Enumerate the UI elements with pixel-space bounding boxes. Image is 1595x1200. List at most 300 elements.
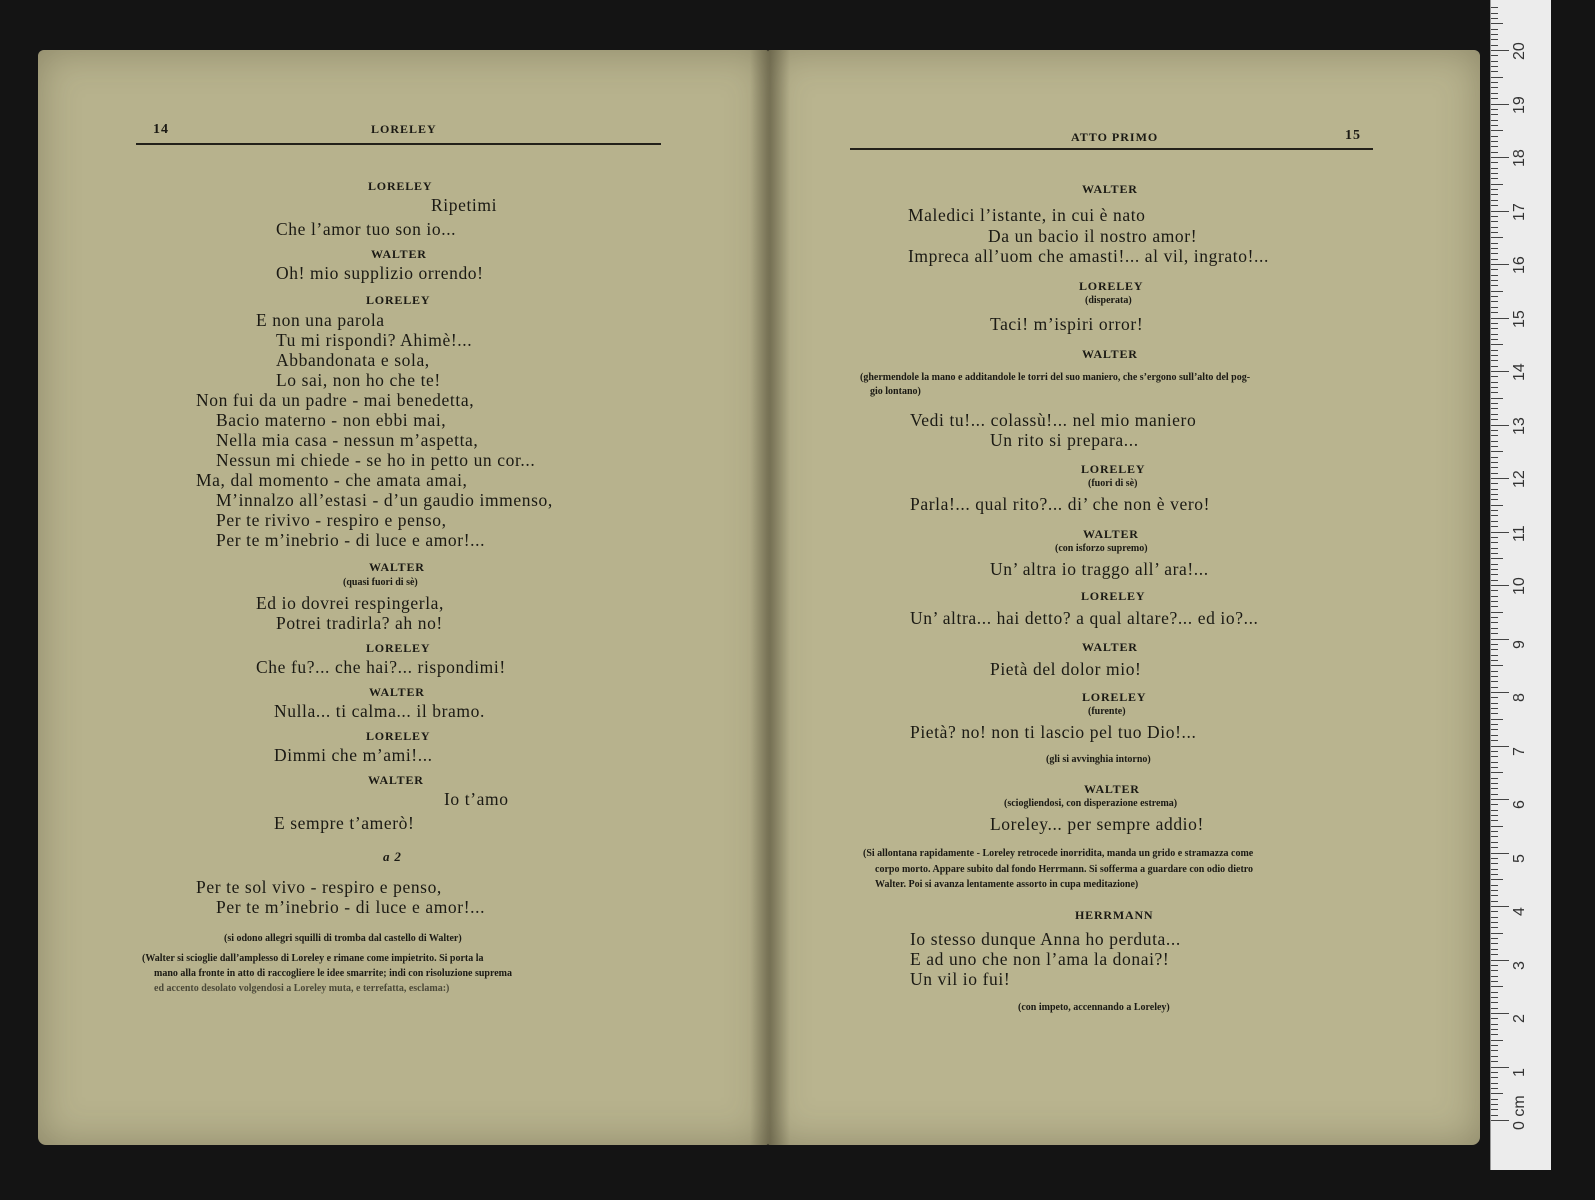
- ruler-tick: [1491, 414, 1498, 415]
- verse-line: E non una parola: [256, 310, 385, 330]
- verse-line: Abbandonata e sola,: [276, 350, 430, 370]
- ruler-tick: [1491, 61, 1498, 62]
- ruler-tick: [1491, 301, 1498, 302]
- ruler-tick: [1491, 986, 1503, 987]
- ruler-tick: [1491, 259, 1498, 260]
- ruler-tick: [1491, 253, 1498, 254]
- stage-direction: Walter. Poi si avanza lentamente assorto in cupa meditazione): [875, 879, 1139, 890]
- verse-line: Per te sol vivo - respiro e penso,: [196, 877, 442, 897]
- speaker: WALTER: [1082, 347, 1138, 361]
- ruler-tick: [1491, 307, 1498, 308]
- verse-line: Potrei tradirla? ah no!: [276, 613, 443, 633]
- ruler-tick: [1491, 285, 1498, 286]
- ruler-tick: [1491, 1093, 1503, 1094]
- ruler-tick: [1491, 943, 1498, 944]
- ruler-tick: [1491, 901, 1498, 902]
- ruler-tick: [1491, 168, 1498, 169]
- ruler-tick: [1491, 532, 1509, 533]
- ruler-tick: [1491, 724, 1498, 725]
- ruler-tick: [1491, 184, 1503, 185]
- ruler-tick: [1491, 997, 1498, 998]
- stage-direction: (Si allontana rapidamente - Loreley retrocede inorridita, manda un grido e stramazza come: [863, 848, 1254, 859]
- ruler-tick: [1491, 34, 1498, 35]
- ruler-label: 0 cm: [1511, 1095, 1528, 1130]
- speaker: WALTER: [368, 773, 424, 787]
- ruler-tick: [1491, 863, 1498, 864]
- verse-line: M’innalzo all’estasi - d’un gaudio immenso,: [216, 490, 553, 510]
- ruler-tick: [1491, 708, 1498, 709]
- measurement-ruler: [1490, 0, 1551, 1170]
- ruler-tick: [1491, 125, 1498, 126]
- ruler-tick: [1491, 735, 1498, 736]
- ruler-tick: [1491, 788, 1498, 789]
- ruler-tick: [1491, 430, 1498, 431]
- ruler-tick: [1491, 1099, 1498, 1100]
- ruler-tick: [1491, 751, 1498, 752]
- ruler-tick: [1491, 360, 1498, 361]
- ruler-tick: [1491, 323, 1498, 324]
- ruler-tick: [1491, 232, 1498, 233]
- ruler-label: 4: [1511, 907, 1528, 916]
- ruler-tick: [1491, 762, 1498, 763]
- ruler-tick: [1491, 39, 1498, 40]
- ruler-tick: [1491, 601, 1498, 602]
- verse-line: Oh! mio supplizio orrendo!: [276, 263, 484, 283]
- speaker: HERRMANN: [1075, 908, 1154, 922]
- ruler-tick: [1491, 965, 1498, 966]
- ruler-tick: [1491, 264, 1509, 265]
- ruler-tick: [1491, 1067, 1509, 1068]
- ruler-tick: [1491, 141, 1498, 142]
- ruler-tick: [1491, 1083, 1498, 1084]
- verse-line: Taci! m’ispiri orror!: [990, 314, 1144, 334]
- ruler-tick: [1491, 398, 1503, 399]
- ruler-tick: [1491, 227, 1498, 228]
- stage-direction: mano alla fronte in atto di raccogliere le idee smarrite; indi con risoluzione suprema: [154, 968, 513, 979]
- stage-direction: (con isforzo supremo): [1055, 543, 1148, 554]
- ruler-tick: [1491, 836, 1498, 837]
- ruler-tick: [1491, 478, 1509, 479]
- verse-line: Pietà? no! non ti lascio pel tuo Dio!...: [910, 722, 1197, 742]
- ruler-tick: [1491, 55, 1498, 56]
- ruler-tick: [1491, 136, 1498, 137]
- ruler-label: 7: [1511, 746, 1528, 756]
- ruler-tick: [1491, 403, 1498, 404]
- ruler-tick: [1491, 521, 1498, 522]
- ruler-tick: [1491, 162, 1498, 163]
- ruler-tick: [1491, 1061, 1498, 1062]
- stage-direction: (si odono allegri squilli di tromba dal castello di Walter): [224, 933, 462, 944]
- ruler-tick: [1491, 617, 1498, 618]
- ruler-tick: [1491, 505, 1503, 506]
- ruler-tick: [1491, 1018, 1498, 1019]
- stage-direction: corpo morto. Appare subito dal fondo Herrmann. Si sofferma a guardare con odio dietro: [875, 864, 1254, 875]
- ruler-tick: [1491, 890, 1498, 891]
- ruler-tick: [1491, 676, 1498, 677]
- ruler-label: 6: [1511, 800, 1528, 809]
- ruler-tick: [1491, 296, 1498, 297]
- ruler-tick: [1491, 173, 1498, 174]
- stage-direction: (Walter si scioglie dall’amplesso di Loreley e rimane come impietrito. Si porta la: [142, 953, 484, 964]
- ruler-tick: [1491, 1109, 1498, 1110]
- page-number: 15: [1345, 128, 1361, 143]
- ruler-label: 13: [1511, 416, 1528, 435]
- ruler-tick: [1491, 382, 1498, 383]
- ruler-tick: [1491, 98, 1498, 99]
- verse-line: Per te m’inebrio - di luce e amor!...: [216, 897, 486, 917]
- ruler-tick: [1491, 130, 1503, 131]
- verse-line: Nulla... ti calma... il bramo.: [274, 701, 485, 721]
- ruler-tick: [1491, 783, 1498, 784]
- ruler-tick: [1491, 660, 1498, 661]
- ruler-tick: [1491, 960, 1509, 961]
- ruler-tick: [1491, 558, 1503, 559]
- ruler-tick: [1491, 237, 1503, 238]
- running-head: LORELEY: [371, 122, 437, 136]
- ruler-tick: [1491, 574, 1498, 575]
- ruler-tick: [1491, 1029, 1498, 1030]
- left-page: [38, 50, 768, 1145]
- verse-line: Ed io dovrei respingerla,: [256, 593, 445, 613]
- ruler-tick: [1491, 687, 1498, 688]
- ruler-tick: [1491, 1045, 1498, 1046]
- verse-line: Maledici l’istante, in cui è nato: [908, 205, 1146, 225]
- ruler-tick: [1491, 473, 1498, 474]
- ruler-tick: [1491, 847, 1498, 848]
- ruler-tick: [1491, 18, 1498, 19]
- ruler-tick: [1491, 104, 1509, 105]
- ruler-tick: [1491, 1013, 1509, 1014]
- ruler-tick: [1491, 446, 1498, 447]
- ruler-tick: [1491, 596, 1498, 597]
- ruler-tick: [1491, 392, 1498, 393]
- stage-direction: (disperata): [1085, 295, 1132, 306]
- ruler-tick: [1491, 548, 1498, 549]
- speaker: LORELEY: [366, 729, 431, 743]
- ruler-tick: [1491, 820, 1498, 821]
- ruler-tick: [1491, 328, 1498, 329]
- ruler-label: 19: [1511, 95, 1528, 114]
- verse-line: Per te rivivo - respiro e penso,: [216, 510, 447, 530]
- ruler-tick: [1491, 826, 1503, 827]
- verse-line: Che fu?... che hai?... rispondimi!: [256, 657, 506, 677]
- ruler-tick: [1491, 655, 1498, 656]
- ruler-tick: [1491, 419, 1498, 420]
- ruler-tick: [1491, 66, 1498, 67]
- ruler-tick: [1491, 1077, 1498, 1078]
- ruler-tick: [1491, 499, 1498, 500]
- ruler-tick: [1491, 954, 1498, 955]
- ruler-tick: [1491, 200, 1498, 201]
- ruler-tick: [1491, 50, 1509, 51]
- ruler-tick: [1491, 553, 1498, 554]
- ruler-tick: [1491, 804, 1498, 805]
- ruler-tick: [1491, 938, 1498, 939]
- ruler-label: 5: [1511, 853, 1528, 863]
- stage-direction: gio lontano): [870, 386, 921, 397]
- verse-line: Nella mia casa - nessun m’aspetta,: [216, 430, 479, 450]
- ruler-tick: [1491, 756, 1498, 757]
- verse-line: Un vil io fui!: [910, 969, 1011, 989]
- header-rule: [136, 143, 661, 145]
- ruler-label: 14: [1511, 363, 1528, 381]
- ruler-tick: [1491, 350, 1498, 351]
- ruler-tick: [1491, 489, 1498, 490]
- book-gutter: [750, 50, 790, 1145]
- ruler-label: 15: [1511, 309, 1528, 328]
- speaker: LORELEY: [366, 293, 431, 307]
- header-rule: [850, 148, 1373, 150]
- verse-line: Loreley... per sempre addio!: [990, 814, 1204, 834]
- speaker: LORELEY: [1079, 279, 1144, 293]
- ruler-tick: [1491, 371, 1509, 372]
- ruler-tick: [1491, 366, 1498, 367]
- ruler-tick: [1491, 772, 1503, 773]
- ruler-tick: [1491, 318, 1509, 319]
- ruler-tick: [1491, 408, 1498, 409]
- ruler-tick: [1491, 457, 1498, 458]
- ruler-tick: [1491, 211, 1509, 212]
- ruler-tick: [1491, 526, 1498, 527]
- ruler-tick: [1491, 831, 1498, 832]
- ruler-tick: [1491, 917, 1498, 918]
- ruler-tick: [1491, 681, 1498, 682]
- ruler-label: 18: [1511, 149, 1528, 167]
- ruler-label: 16: [1511, 256, 1528, 274]
- verse-line: Io t’amo: [444, 789, 509, 809]
- ruler-tick: [1491, 248, 1498, 249]
- ruler-tick: [1491, 87, 1498, 88]
- ruler-tick: [1491, 697, 1498, 698]
- ruler-label: 10: [1511, 577, 1528, 595]
- ruler-tick: [1491, 152, 1498, 153]
- ruler-tick: [1491, 895, 1498, 896]
- ruler-tick: [1491, 114, 1498, 115]
- verse-line: E ad uno che non l’ama la donai?!: [910, 949, 1170, 969]
- speaker: WALTER: [369, 560, 425, 574]
- verse-line: Lo sai, non ho che te!: [276, 370, 441, 390]
- ruler-tick: [1491, 622, 1498, 623]
- ruler-tick: [1491, 510, 1498, 511]
- ruler-tick: [1491, 585, 1509, 586]
- ruler-tick: [1491, 467, 1498, 468]
- ruler-tick: [1491, 639, 1509, 640]
- ruler-tick: [1491, 778, 1498, 779]
- ruler-tick: [1491, 1072, 1498, 1073]
- ruler-tick: [1491, 569, 1498, 570]
- ruler-tick: [1491, 376, 1498, 377]
- ruler-tick: [1491, 981, 1498, 982]
- ruler-tick: [1491, 665, 1503, 666]
- ruler-tick: [1491, 45, 1498, 46]
- ruler-tick: [1491, 1104, 1498, 1105]
- ruler-label: 2: [1511, 1014, 1528, 1023]
- ruler-tick: [1491, 692, 1509, 693]
- ruler-tick: [1491, 93, 1498, 94]
- speaker: LORELEY: [366, 641, 431, 655]
- verse-line: Dimmi che m’ami!...: [274, 745, 433, 765]
- stage-direction: (quasi fuori di sè): [343, 577, 418, 588]
- ruler-tick: [1491, 564, 1498, 565]
- verse-line: Parla!... qual rito?... di’ che non è vero!: [910, 494, 1211, 514]
- ruler-tick: [1491, 425, 1509, 426]
- ruler-tick: [1491, 649, 1498, 650]
- verse-line: Ripetimi: [431, 195, 498, 215]
- speaker: LORELEY: [1081, 462, 1146, 476]
- verse-line: Un’ altra... hai detto? a qual altare?... ed io?...: [910, 608, 1259, 628]
- ruler-tick: [1491, 885, 1498, 886]
- ruler-tick: [1491, 275, 1498, 276]
- ruler-tick: [1491, 537, 1498, 538]
- ruler-tick: [1491, 269, 1498, 270]
- ruler-tick: [1491, 633, 1498, 634]
- verse-line: Pietà del dolor mio!: [990, 659, 1142, 679]
- ruler-tick: [1491, 853, 1509, 854]
- ruler-tick: [1491, 1088, 1498, 1089]
- ruler-tick: [1491, 713, 1498, 714]
- ruler-label: 9: [1511, 639, 1528, 649]
- speaker: WALTER: [1082, 182, 1138, 196]
- ruler-tick: [1491, 949, 1498, 950]
- ruler-label: 8: [1511, 693, 1528, 702]
- ruler-tick: [1491, 719, 1503, 720]
- stage-direction: (furente): [1088, 706, 1126, 717]
- ruler-tick: [1491, 874, 1498, 875]
- ruler-tick: [1491, 746, 1509, 747]
- ruler-tick: [1491, 189, 1498, 190]
- ruler-tick: [1491, 280, 1498, 281]
- ruler-tick: [1491, 767, 1498, 768]
- speaker: WALTER: [369, 685, 425, 699]
- ruler-tick: [1491, 794, 1498, 795]
- stage-direction: (ghermendole la mano e additandole le torri del suo maniero, che s’ergono sull’alto del pog-: [860, 372, 1251, 383]
- ruler-tick: [1491, 344, 1503, 345]
- ruler-label: 3: [1511, 960, 1528, 970]
- ruler-tick: [1491, 606, 1498, 607]
- ruler-tick: [1491, 243, 1498, 244]
- verse-line: Che l’amor tuo son io...: [276, 219, 457, 239]
- ruler-tick: [1491, 355, 1498, 356]
- verse-line: Un’ altra io traggo all’ ara!...: [990, 559, 1209, 579]
- ruler-tick: [1491, 1008, 1498, 1009]
- speaker: LORELEY: [368, 179, 433, 193]
- ruler-tick: [1491, 178, 1498, 179]
- ruler-tick: [1491, 628, 1498, 629]
- speaker: WALTER: [371, 247, 427, 261]
- ruler-tick: [1491, 494, 1498, 495]
- ruler-tick: [1491, 879, 1503, 880]
- ruler-tick: [1491, 927, 1498, 928]
- verse-line: Tu mi rispondi? Ahimè!...: [276, 330, 473, 350]
- ruler-tick: [1491, 435, 1498, 436]
- speaker: WALTER: [1084, 782, 1140, 796]
- ruler-tick: [1491, 1024, 1498, 1025]
- ruler-tick: [1491, 933, 1503, 934]
- ruler-tick: [1491, 922, 1498, 923]
- ruler-tick: [1491, 216, 1498, 217]
- ruler-tick: [1491, 1115, 1498, 1116]
- ruler-tick: [1491, 590, 1498, 591]
- ruler-tick: [1491, 970, 1498, 971]
- verse-line: Per te m’inebrio - di luce e amor!...: [216, 530, 486, 550]
- verse-line: Impreca all’uom che amasti!... al vil, ingrato!...: [908, 246, 1269, 266]
- ruler-tick: [1491, 483, 1498, 484]
- running-head: ATTO PRIMO: [1071, 130, 1159, 144]
- verse-line: Un rito si prepara...: [990, 430, 1139, 450]
- ruler-tick: [1491, 612, 1503, 613]
- ruler-tick: [1491, 451, 1503, 452]
- ruler-tick: [1491, 339, 1498, 340]
- ruler-tick: [1491, 29, 1498, 30]
- ruler-tick: [1491, 703, 1498, 704]
- ruler-tick: [1491, 441, 1498, 442]
- ruler-tick: [1491, 842, 1498, 843]
- page-number: 14: [153, 122, 169, 137]
- speaker: WALTER: [1083, 527, 1139, 541]
- ruler-tick: [1491, 911, 1498, 912]
- ruler-tick: [1491, 146, 1498, 147]
- ruler-tick: [1491, 120, 1498, 121]
- ruler-tick: [1491, 1120, 1509, 1121]
- ruler-label: 20: [1511, 42, 1528, 60]
- ruler-tick: [1491, 23, 1503, 24]
- verse-line: Vedi tu!... colassù!... nel mio maniero: [910, 410, 1197, 430]
- stage-direction: ed accento desolato volgendosi a Loreley muta, e terrefatta, esclama:): [154, 983, 450, 994]
- ruler-tick: [1491, 13, 1498, 14]
- ruler-tick: [1491, 387, 1498, 388]
- ruler-tick: [1491, 976, 1498, 977]
- ruler-tick: [1491, 221, 1498, 222]
- stage-direction: (sciogliendosi, con disperazione estrema): [1004, 798, 1178, 809]
- speaker: WALTER: [1082, 640, 1138, 654]
- ruler-tick: [1491, 515, 1498, 516]
- ruler-tick: [1491, 644, 1498, 645]
- ruler-label: 11: [1511, 524, 1528, 542]
- ruler-tick: [1491, 334, 1498, 335]
- ruler-tick: [1491, 992, 1498, 993]
- ruler-tick: [1491, 1002, 1498, 1003]
- speaker: LORELEY: [1081, 589, 1146, 603]
- ruler-tick: [1491, 157, 1509, 158]
- verse-line: Io stesso dunque Anna ho perduta...: [910, 929, 1181, 949]
- ruler-tick: [1491, 815, 1498, 816]
- stage-direction: (con impeto, accennando a Loreley): [1018, 1002, 1170, 1013]
- a-due-marker: a 2: [383, 849, 402, 864]
- ruler-tick: [1491, 312, 1498, 313]
- ruler-label: 12: [1511, 470, 1528, 488]
- ruler-tick: [1491, 542, 1498, 543]
- ruler-tick: [1491, 71, 1498, 72]
- verse-line: Da un bacio il nostro amor!: [988, 226, 1198, 246]
- ruler-tick: [1491, 1050, 1498, 1051]
- ruler-tick: [1491, 740, 1498, 741]
- right-page: [768, 50, 1480, 1145]
- ruler-tick: [1491, 7, 1498, 8]
- ruler-tick: [1491, 906, 1509, 907]
- ruler-tick: [1491, 799, 1509, 800]
- ruler-tick: [1491, 1040, 1503, 1041]
- ruler-tick: [1491, 1034, 1498, 1035]
- ruler-tick: [1491, 109, 1498, 110]
- ruler-tick: [1491, 82, 1498, 83]
- ruler-tick: [1491, 858, 1498, 859]
- verse-line: Nessun mi chiede - se ho in petto un cor...: [216, 450, 536, 470]
- ruler-label: 1: [1511, 1067, 1528, 1077]
- open-book: [38, 50, 1478, 1145]
- verse-line: E sempre t’amerò!: [274, 813, 415, 833]
- ruler-tick: [1491, 729, 1498, 730]
- ruler-tick: [1491, 580, 1498, 581]
